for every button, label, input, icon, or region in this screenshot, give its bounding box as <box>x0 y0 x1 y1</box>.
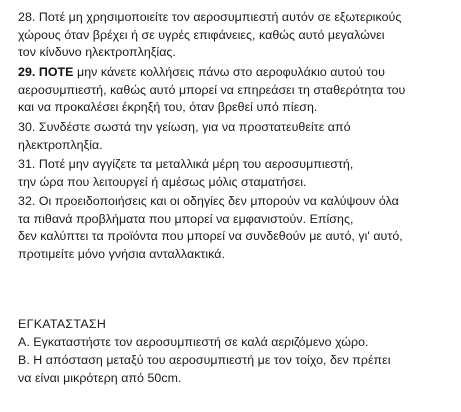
installation-step-b-line-2: να είναι μικρότερη από 50cm. <box>18 370 182 385</box>
warning-32-line-1: 32. Οι προειδοποιήσεις και οι οδηγίες δεν μπορούν να καλύψουν όλα <box>18 194 399 208</box>
installation-step-a-line-1: Α. Εγκαταστήστε τον αεροσυμπιεστή σε καλά αεριζόμενο χώρο. <box>18 335 369 349</box>
warning-30-line-1: 30. Συνδέστε σωστά την γείωση, για να προστατευθείτε από <box>18 120 351 134</box>
warning-30 <box>18 119 351 154</box>
warning-29-emphasis: ΠΟΤΕ <box>38 65 74 79</box>
warning-28-line-3: τον κίνδυνο ηλεκτροπληξίας. <box>18 45 176 59</box>
installation-step-b-line-1: Β. Η απόσταση μεταξύ του αεροσυμπιεστή με τον τοίχο, δεν πρέπει <box>18 353 391 367</box>
warning-31 <box>18 156 353 191</box>
warning-28 <box>18 9 401 62</box>
warning-29-number: 29. <box>18 65 36 79</box>
warning-32-line-2: τα πιθανά προβλήματα που μπορεί να εμφανιστούν. Επίσης, <box>18 211 354 226</box>
warning-29-line-1-text: μην κάνετε κολλήσεις πάνω στο αεροφυλάκιο αυτού του <box>77 65 385 79</box>
installation-step-b <box>18 352 391 387</box>
warning-29-line-1 <box>18 64 405 82</box>
installation-heading: ΕΓΚΑΤΑΣΤΑΣΗ <box>18 317 107 331</box>
warning-31-line-1: 31. Ποτέ μην αγγίζετε τα μεταλλικά μέρη του αεροσυμπιεστή, <box>18 157 354 171</box>
warning-28-line-1: 28. Ποτέ μη χρησιμοποιείτε τον αεροσυμπιεστή αυτόν σε εξωτερικούς <box>18 10 402 24</box>
warning-29-line-3: και να προκαλέσει έκρηξή του, όταν βρεθεί υπό πίεση. <box>18 100 318 114</box>
installation-step-a <box>18 334 369 352</box>
warning-29-line-2: αεροσυμπιεστή, καθώς αυτό μπορεί να επηρεάσει τη σταθερότητα του <box>18 82 406 97</box>
warning-32-line-3: δεν καλύπτει τα προϊόντα που μπορεί να συνδεθούν με αυτό, γι' αυτό, <box>18 229 403 243</box>
warning-31-line-2: την ώρα που λειτουργεί ή αμέσως μόλις σταματήσει. <box>18 174 307 189</box>
warning-32-line-4: προτιμείτε μόνο γνήσια ανταλλακτικά. <box>18 246 225 261</box>
warning-30-line-2: ηλεκτροπληξία. <box>18 137 103 152</box>
warning-32 <box>18 193 403 263</box>
warning-28-line-2: χώρους όταν βρέχει ή σε υγρές επιφάνειες, καθώς αυτό μεγαλώνει <box>18 27 385 42</box>
warning-29 <box>18 64 405 117</box>
